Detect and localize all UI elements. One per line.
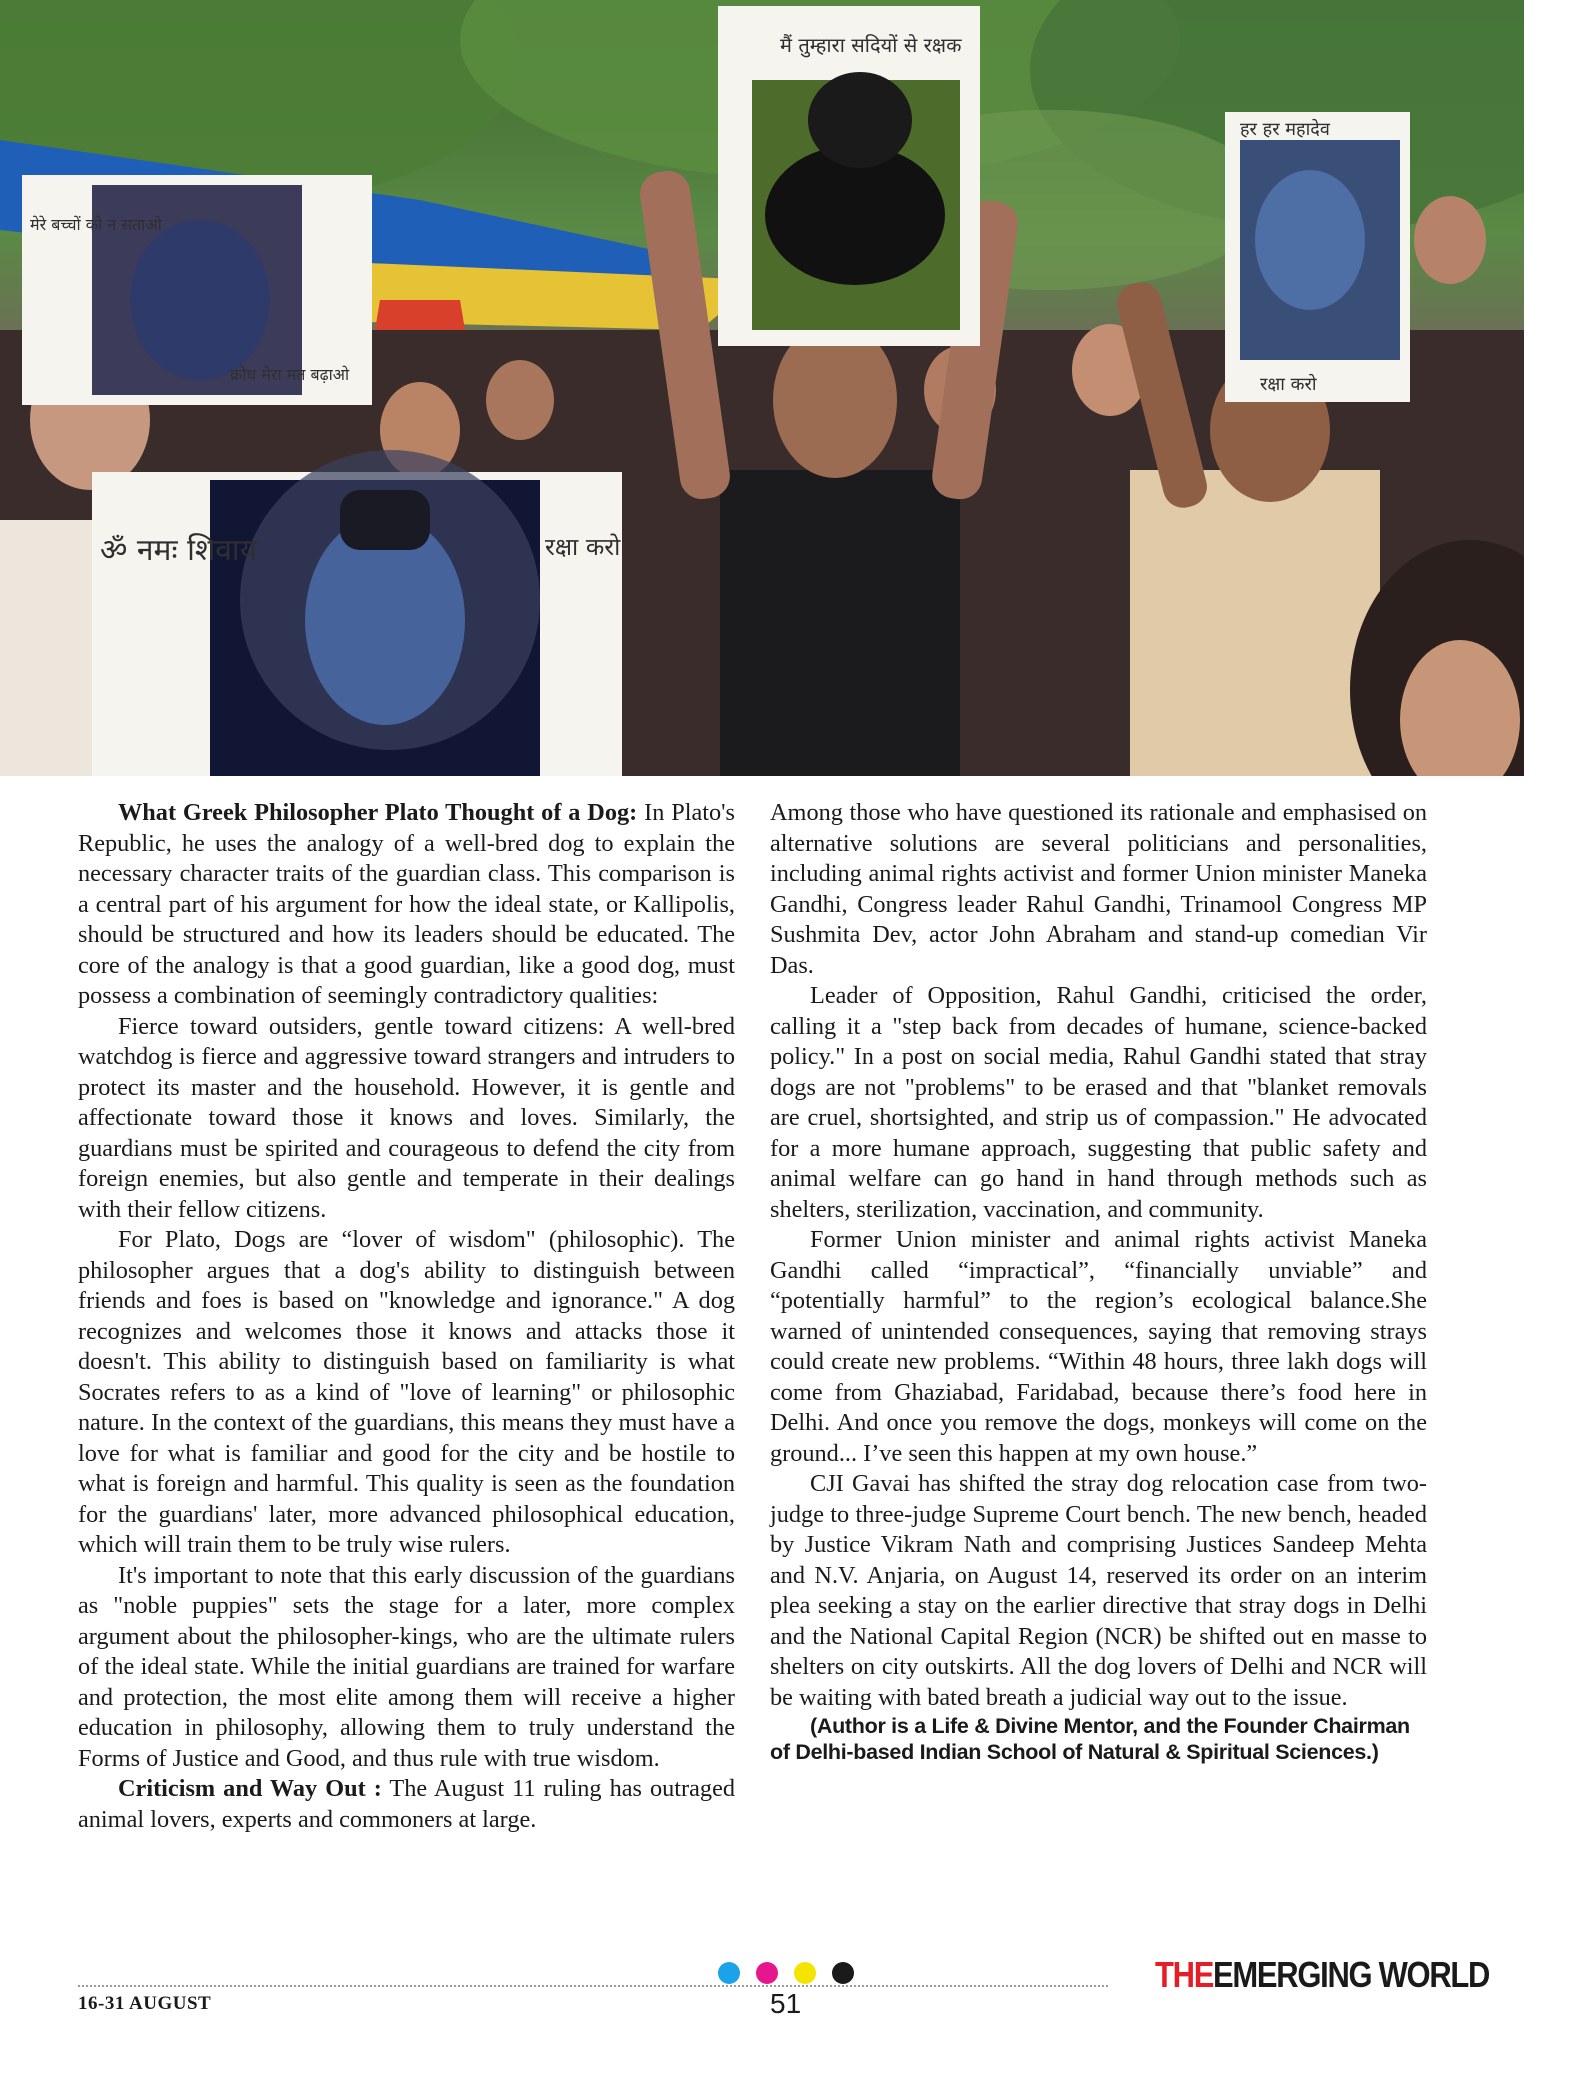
article-left-column (78, 798, 735, 1835)
paragraph-criticism (78, 1774, 735, 1835)
paragraph-maneka-gandhi: Former Union minister and animal rights activist Maneka Gandhi called “impractical”, “financially unviable” and “potentially harmful” to the region’s ecological balance.She warned of unintended consequences, saying that removing strays could create new problems. “Within 48 hours, three lakh dogs will come from Ghaziabad, Faridabad, because there’s food here in Delhi. And once you remove the dogs, monkeys will come on the ground... I’ve seen this happen at my own house.” (770, 1226, 1427, 1467)
section-heading-criticism: Criticism and Way Out : (118, 1775, 382, 1802)
logo-emerging-world: EMERGING WORLD (1213, 1954, 1490, 1995)
sign-top-right-header-text: हर हर महादेव (1240, 119, 1330, 140)
protest-photo-illustration (0, 0, 1524, 776)
paragraph-text: In Plato's Republic, he uses the analogy of a well-bred dog to explain the necessary character traits of the guardian class. This comparison is a central part of his argument for how the ideal state, or Kallipolis, should be structured and how its leaders should be educated. The core of the analogy is that a good guardian, like a good dog, must possess a combination of seemingly contradictory qualities: (78, 799, 735, 1009)
logo-the: THE (1155, 1954, 1214, 1995)
sign-top-right-footer-text: रक्षा करो (1260, 374, 1317, 395)
paragraph-questioners: Among those who have questioned its rationale and emphasised on alternative solutions are several politicians and personalities, including animal rights activist and former Union minister Maneka Gandhi, Congress leader Rahul Gandhi, Trinamool Congress MP Sushmita Dev, actor John Abraham and stand-up comedian Vir Das. (770, 799, 1427, 979)
sign-bottom-left-right-text: रक्षा करो (545, 533, 621, 561)
magazine-logo (1155, 1954, 1489, 1996)
paragraph-rahul-gandhi: Leader of Opposition, Rahul Gandhi, criticised the order, calling it a "step back from decades of humane, science-backed policy." In a post on social media, Rahul Gandhi stated that stray dogs are not "problems" to be erased and that "blanket removals are cruel, shortsighted, and strip us of compassion." He advocated for a more humane approach, suggesting that public safety and animal welfare can go hand in hand through methods such as shelters, sterilization, vaccination, and community. (770, 982, 1427, 1223)
protest-photo (0, 0, 1524, 776)
footer-divider (78, 1985, 1108, 1987)
paragraph-text: The August 11 ruling has outraged animal lovers, experts and commoners at large. (78, 1775, 736, 1833)
yellow-dot (794, 1962, 816, 1984)
paragraph-lover-of-wisdom: For Plato, Dogs are “lover of wisdom" (philosophic). The philosopher argues that a dog's ability to distinguish between friends and foes is based on "knowledge and ignorance." A dog recognizes and welcomes those it knows and attacks those it doesn't. This ability to distinguish based on familiarity is what Socrates refers to as a kind of "love of learning" or philosophic nature. In the context of the guardians, this means they must have a love for what is familiar and good for the city and be hostile to what is foreign and harmful. This quality is seen as the foundation for the guardians' later, more advanced philosophical education, which will train them to be truly wise rulers. (78, 1226, 735, 1558)
article-right-column (770, 798, 1427, 1765)
sign-bottom-left-left-text: ॐ नमः शिवाय (100, 533, 258, 568)
black-dot (832, 1962, 854, 1984)
magenta-dot (756, 1962, 778, 1984)
author-note: (Author is a Life & Divine Mentor, and the Founder Chairman of Delhi-based Indian School of Natural & Spiritual Sciences.) (770, 1714, 1410, 1764)
cyan-dot (718, 1962, 740, 1984)
section-heading-plato: What Greek Philosopher Plato Thought of a Dog: (118, 799, 638, 826)
paragraph-plato (78, 798, 735, 1012)
issue-date: 16-31 AUGUST (78, 1993, 212, 2014)
sign-top-center-text: मैं तुम्हारा सदियों से रक्षक (780, 33, 962, 57)
page-number: 51 (770, 1988, 802, 2019)
paragraph-fierce: Fierce toward outsiders, gentle toward citizens: A well-bred watchdog is fierce and aggressive toward strangers and intruders to protect its master and the household. However, it is gentle and affectionate toward those it knows and loves. Similarly, the guardians must be spirited and courageous to defend the city from foreign enemies, but also gentle and temperate in their dealings with their fellow citizens. (78, 1012, 735, 1223)
sign-top-left-left-text: मेरे बच्चों को न सताओ (30, 215, 162, 234)
paragraph-noble-puppies: It's important to note that this early discussion of the guardians as "noble puppies" sets the stage for a later, more complex argument about the philosopher-kings, who are the ultimate rulers of the ideal state. While the initial guardians are trained for warfare and protection, the most elite among them will receive a higher education in philosophy, allowing them to truly understand the Forms of Justice and Good, and thus rule with true wisdom. (78, 1561, 735, 1772)
paragraph-cji-gavai: CJI Gavai has shifted the stray dog relocation case from two-judge to three-judge Supreme Court bench. The new bench, headed by Justice Vikram Nath and comprising Justices Sandeep Mehta and N.V. Anjaria, on August 14, reserved its order on an interim plea seeking a stay on the earlier directive that stray dogs in Delhi and the National Capital Region (NCR) be shifted out en masse to shelters on city outskirts. All the dog lovers of Delhi and NCR will be waiting with bated breath a judicial way out to the issue. (770, 1470, 1427, 1711)
sign-top-left-right-text: क्रोध मेरा मत बढ़ाओ (230, 365, 350, 384)
